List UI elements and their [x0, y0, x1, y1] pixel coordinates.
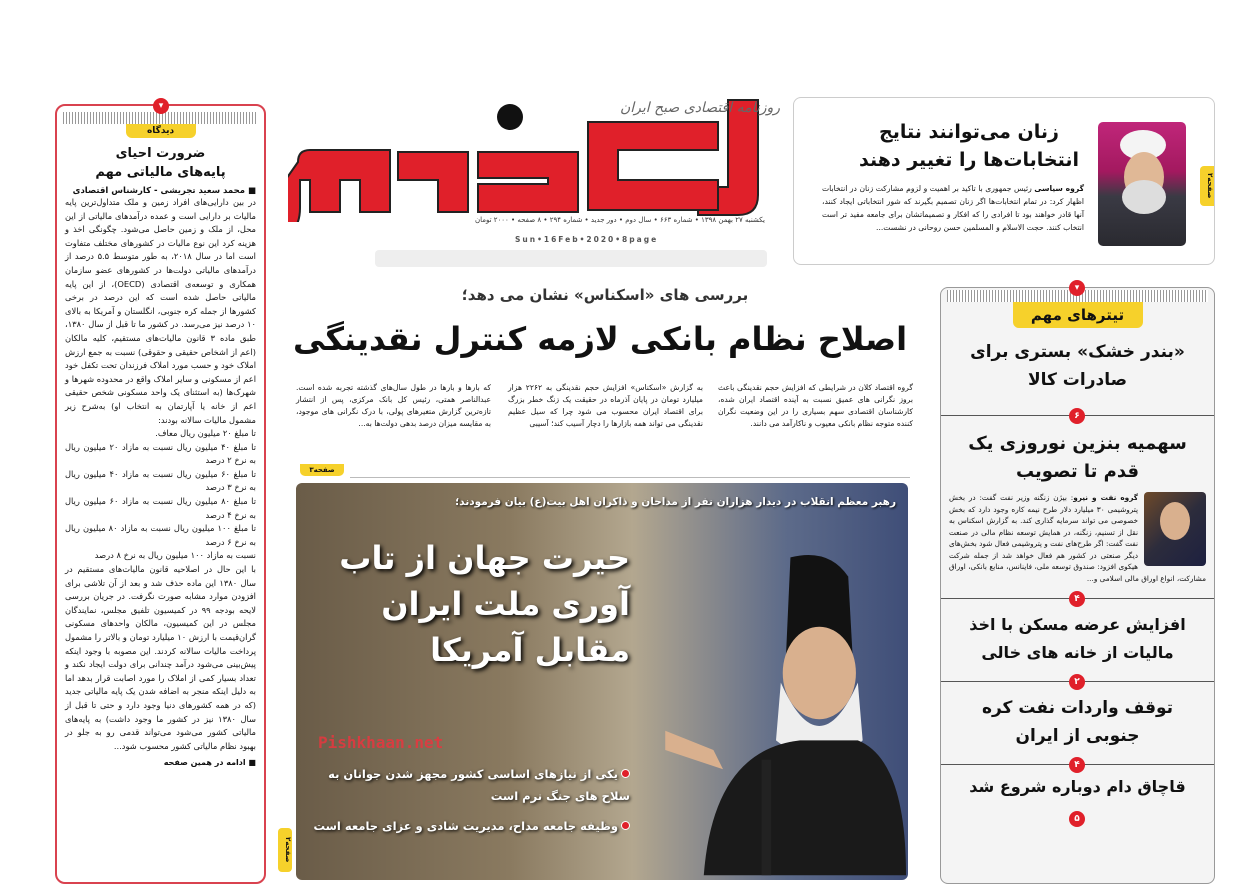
page-tag[interactable]: صفحه۲ [278, 828, 292, 872]
opinion-title-1: ضرورت احیای [115, 146, 206, 161]
headline-title[interactable]: توقف واردات نفت کره جنوبی از ایران [981, 698, 1174, 746]
divider [350, 477, 910, 478]
rate-item: تا مبلغ ۴۰ میلیون ریال نسبت به مازاد ۲۰ میلیون ریال به نرخ ۲ درصد [65, 441, 257, 466]
top-story-lead: گروه سیاسی [1034, 184, 1084, 193]
opinion-author: ■ محمد سعید تجریشی - کارشناس اقتصادی [72, 186, 256, 196]
headline-item[interactable] [941, 328, 1214, 421]
headline-item[interactable] [941, 599, 1214, 687]
continued-link[interactable]: ■ ادامه در همین صفحه [163, 758, 256, 768]
page-number-badge: ۲ [1069, 674, 1085, 690]
bullet-icon [621, 769, 630, 778]
main-column-1: گروه اقتصاد کلان در شرایطی که افزایش حجم نقدینگی باعث بروز نگرانی های عمیق نسبت به آینده اقتصاد ایران شده، کارشناسان اقتصادی سهم بسیاری را در این وضعیت نگران کننده متوجه نظام بانکی معیوب و ناکارآمد می دانند. [718, 383, 913, 428]
zangeneh-photo [1144, 492, 1206, 566]
bullet-item [310, 815, 630, 837]
headline-title[interactable]: سهمیه بنزین نوروزی یک قدم تا تصویب [968, 433, 1187, 482]
arrow-down-icon: ▾ [153, 98, 169, 114]
headline-lead: گروه نفت و نیرو [1073, 493, 1139, 502]
page-number-badge: ۶ [1069, 408, 1085, 424]
main-kicker: بررسی های «اسکناس» نشان می دهد؛ [461, 286, 749, 304]
headline-body: گروه نفت و نیرو: بیژن زنگنه وزیر نفت گفت: در بخش پتروشیمی ۳۰ میلیارد دلار طرح نیمه کاره وجود دارد که بخش خصوصی می تواند سرمایه گذاری کند. به گزارش اسکناس به نقل از تسنیم، زنگنه، در همایش توسعه نظام مالی در صنعت نفت گفت: اگر طرح‌های نفت و پتروشیمی فعال شود بخش‌های دیگر صنعتی در کشور هم فعال خواهد شد از جمله شرکت هیکوی افزود: صندوق توسعه ملی، فاینانس، منابع بانکی، اوراق مشارکت، انواع اوراق مالی اسلامی و... [949, 493, 1206, 583]
headline-text: بیژن زنگنه وزیر نفت گفت: در بخش پتروشیمی ۳۰ میلیارد دلار طرح نیمه کاره وجود دارد که بخش خصوصی می تواند سرمایه گذاری کند. به گزارش اسکناس به نقل از تسنیم، زنگنه، در همایش توسعه نظام مالی در صنعت نفت گفت: اگر طرح‌های نفت و پتروشیمی فعال شود بخش‌های دیگر صنعتی در کشور هم فعال خواهد شد از جمله شرکت هیکوی افزود: صندوق توسعه ملی، فاینانس، منابع بانکی، اوراق مشارکت، انواع اوراق مالی اسلامی و... [949, 493, 1206, 583]
tax-rates-list [57, 427, 264, 563]
rate-item: نسبت به مازاد ۱۰۰ میلیون ریال به نرخ ۸ درصد [94, 550, 256, 561]
top-story[interactable] [793, 97, 1215, 265]
headline-item[interactable] [941, 416, 1214, 604]
bullet-icon [621, 821, 630, 830]
headlines-box [940, 283, 1215, 884]
page-number-badge: ۴ [1069, 591, 1085, 607]
photo-kicker: رهبر معظم انقلاب در دیدار هزاران نفر از مداحان و ذاکران اهل بیت(ع) بیان فرمودند؛ [455, 496, 896, 508]
rate-item: تا مبلغ ۱۰۰ میلیون ریال نسبت به مازاد ۸۰ میلیون ریال به نرخ ۶ درصد [65, 523, 257, 547]
opinion-body-2: با این حال در اصلاحیه قانون مالیات‌های مستقیم در سال ۱۳۸۰ این ماده حذف شد و بعد از آن تلاشی برای افزودن موارد مشابه صورت نگرفت. در جریان بررسی لایحه بودجه ۹۹ در کمیسیون تلفیق مجلس، نمایندگان مجلس در این کمیسیون، مالکان واحدهای مسکونی گران‌قیمت با ارزش ۱۰ میلیارد تومان و بالاتر را مشمول پرداخت مالیات سالانه کردند. این مصوبه با وجود اینکه پیش‌بینی می‌شود درآمد چندانی برای دولت ایجاد نکند و تعداد بسیار کمی از املاک را مورد اصابت قرار بدهد اما به دلیل اینکه منجر به اضافه شدن یک پایه مالیاتی جدید (که در همه کشورهای دنیا وجود دارد و حتی تا قبل از سال ۱۳۸۰ نیز در کشور ما وجود داشت) به پایه‌های مالیاتی کشور می‌شود می‌تواند قدمی رو به جلو در بهبود نظام مالیاتی کشور محسوب شود... [65, 564, 256, 751]
main-column-2: به گزارش «اسکناس» افزایش حجم نقدینگی به ۲۲۶۲ هزار میلیارد تومان در پایان آذرماه در حقیقت یک زنگ خطر بزرگ برای اقتصاد ایران محسوب می شود چرا که سیل عظیم نقدینگی می تواند همه بازارها را دچار آسیب کند؛ آسیبی [508, 383, 703, 428]
headline-title[interactable]: قاچاق دام دوباره شروع شد [969, 777, 1186, 796]
rate-item: تا مبلغ ۶۰ میلیون ریال نسبت به مازاد ۴۰ میلیون ریال به نرخ ۳ درصد [65, 468, 257, 493]
top-story-text: رئیس جمهوری با تاکید بر اهمیت و لزوم مشارکت زنان در انتخابات اظهار کرد: در تمام انتخابات‌ها اگر زنان تصمیم بگیرند که شور انتخاباتی ایجاد کنند، آنها قادر خواهند بود تا افرادی را که افکار و تصمیماتشان برای جامعه مفید تر است انتخاب کنند. حجت الاسلام و المسلمین حسن روحانی در نشست... [822, 184, 1084, 232]
bullet-text: یکی از نیازهای اساسی کشور مجهز شدن جوانان به سلاح های جنگ نرم است [328, 767, 630, 803]
watermark: Pishkhaan.net [318, 733, 444, 752]
opinion-body: در بین دارایی‌های افراد زمین و ملک متداول‌ترین پایه مالیات بر دارایی است و عمده درآمدهای مالیاتی از این محل، از ملک و زمین حاصل می‌شود. چگونگی اخذ و هزینه کرد این نوع مالیات در کشورهای مختلف متفاوت است اما در سال ۲۰۱۸، به طور متوسط ۵.۵ درصد از درآمدهای مالیاتی دولت‌ها در کشورهای عضو سازمان همکاری و توسعه‌ی اقتصادی (OECD)، از این پایه مالیاتی حاصل شده است که این درصد در برخی کشورها از جمله کره جنوبی، انگلستان و آمریکا به بالای ۱۰ درصد نیز می‌رسد. در کشور ما تا قبل از سال ۱۳۸۰، طبق ماده ۳ قانون مالیات‌های مستقیم، کلیه مالکان (اعم از اشخاص حقیقی و حقوقی) نسبت به جمع ارزش املاک خود و حسب مورد املاک فرزندان تحت تکفل خود اعم از مسکونی و سایر املاک واقع در محدوده شهرها و شهرک‌ها (به استثنای یک واحد مسکونی شخص حقیقی اعم از خانه یا آپارتمان به انتخاب او) به‌شرح زیر مشمول مالیات سالانه بودند: [65, 197, 256, 425]
leader-photo [646, 543, 906, 880]
beard-shape [1122, 180, 1166, 214]
bullet-text: وظیفه جامعه مداح، مدیریت شادی و عزای جامعه است [313, 819, 618, 833]
page-tag[interactable]: صفحه۲ [1200, 166, 1214, 206]
opinion-title-2: پایه‌های مالیاتی مهم [95, 165, 226, 180]
rate-item: تا مبلغ ۸۰ میلیون ریال نسبت به مازاد ۶۰ میلیون ریال به نرخ ۴ درصد [65, 496, 257, 520]
face-shape [1160, 502, 1190, 540]
top-story-body [822, 182, 1084, 234]
rouhani-photo [1098, 122, 1186, 246]
opinion-column [55, 101, 266, 884]
bullet-item [310, 763, 630, 807]
dateline: یکشنبه ۲۷ بهمن ۱۳۹۸ • شماره ۶۶۳ • سال دوم • دور جدید • شماره ۲۹۴ • ۸ صفحه • ۲۰۰۰ تومان [474, 216, 765, 224]
headline-title[interactable]: افزایش عرضه مسکن با اخذ مالیات از خانه های خالی [969, 615, 1186, 662]
dateline-english: Sun•16Feb•2020•8page [515, 235, 659, 244]
arrow-down-icon: ▾ [1069, 280, 1085, 296]
photo-story[interactable] [296, 483, 908, 880]
page-number-badge: ۵ [1069, 811, 1085, 827]
rate-item: تا مبلغ ۲۰ میلیون ریال معاف. [155, 428, 256, 439]
page-number-badge: ۴ [1069, 757, 1085, 773]
section-tag: دیدگاه [126, 124, 196, 138]
photo-headline[interactable]: حیرت جهان از تاب آوری ملت ایران مقابل آمریکا [339, 539, 630, 669]
page-tag[interactable]: صفحه۳ [300, 464, 344, 476]
headline-item[interactable] [941, 682, 1214, 770]
masthead-bar [375, 250, 767, 267]
headlines-box-title: تیترهای مهم [1013, 302, 1143, 328]
top-story-title[interactable]: زنان می‌توانند نتایج انتخابات‌ها را تغییر دهند [858, 121, 1080, 171]
headline-title[interactable]: «بندر خشک» بستری برای صادرات کالا [970, 342, 1185, 390]
main-column-3: که بارها و بارها در طول سال‌های گذشته تجربه شده است. عبدالناصر همتی، رئیس کل بانک مرکزی، پس از انتشار تازه‌ترین گزارش متغیرهای پولی، با درک نگرانی های موجود، به مقایسه میزان درصد بدهی دولت‌ها به... [296, 383, 491, 428]
main-headline[interactable]: اصلاح نظام بانکی لازمه کنترل نقدینگی [292, 320, 908, 358]
logo-tagline: روزنامه اقتصادی صبح ایران [620, 100, 781, 116]
